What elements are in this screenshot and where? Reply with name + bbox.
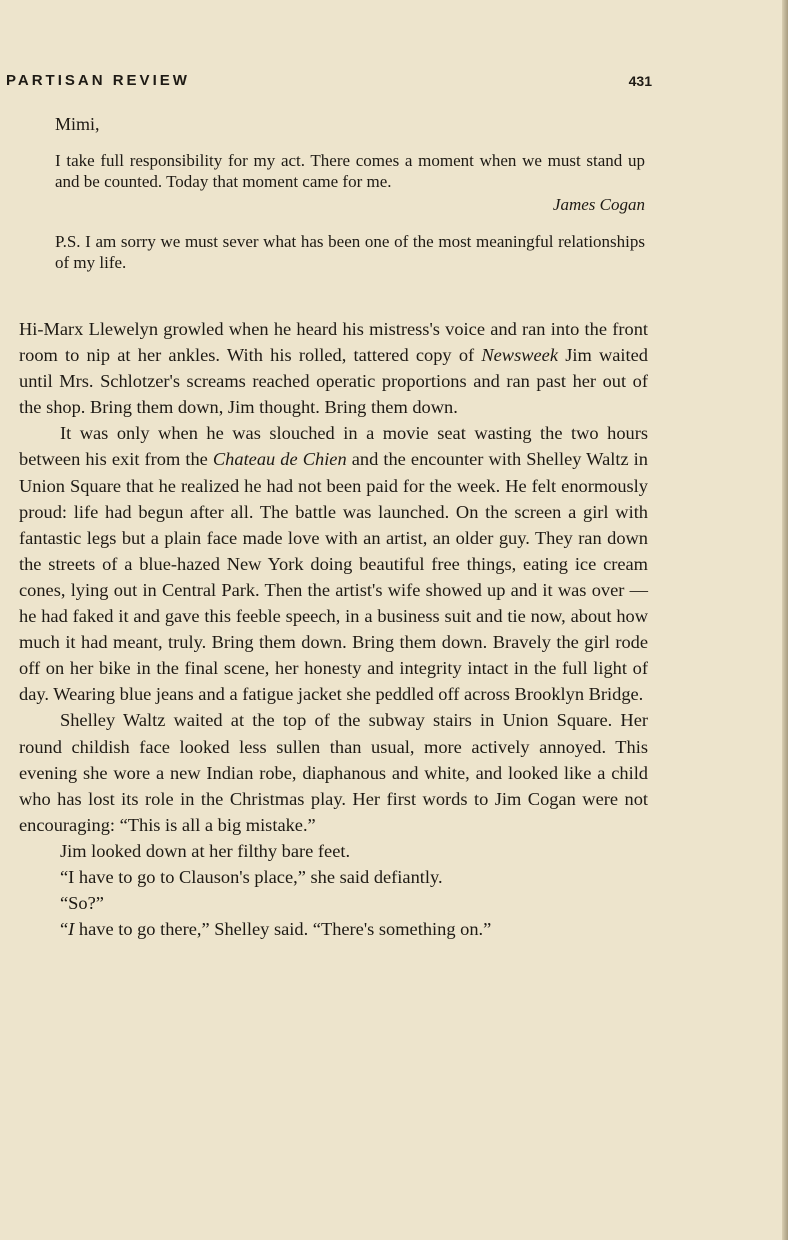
paragraph-5: “I have to go to Clauson's place,” she said defiantly. bbox=[60, 866, 443, 887]
paragraph-1-text-a: Hi-Marx Llewelyn growled when he heard his mistress's voice and ran into the front room to nip at her ankles. With his rolled, tattered copy of bbox=[19, 319, 648, 366]
shop-name: Chateau de Chien bbox=[212, 449, 347, 470]
page-edge bbox=[782, 0, 788, 1240]
paragraph-7-text-b: have to go there,” Shelley said. “There's something on.” bbox=[74, 919, 492, 940]
letter-body: I take full responsibility for my act. There comes a moment when we must stand up and be counted. Today that moment came for me. bbox=[55, 151, 645, 191]
paragraph-7 bbox=[19, 916, 648, 942]
paragraph-2-text-a: It was only when he was slouched in a movie seat wasting the two hours between his exit from the bbox=[19, 423, 648, 470]
letter-signature: James Cogan bbox=[552, 195, 645, 214]
page-header bbox=[0, 70, 652, 94]
paragraph-7-text-a: “ bbox=[60, 919, 69, 940]
paragraph-1-text-b: Jim waited until Mrs. Schlotzer's screams reached operatic proportions and ran past her out of the shop. Bring them down, Jim thought. Bring them down. bbox=[19, 345, 648, 418]
paragraph-2 bbox=[19, 420, 648, 707]
paragraph-6: “So?” bbox=[60, 893, 104, 914]
paragraph-4: Jim looked down at her filthy bare feet. bbox=[60, 840, 351, 861]
story-text bbox=[19, 316, 648, 942]
paragraph-1 bbox=[19, 316, 648, 420]
paragraph-3: Shelley Waltz waited at the top of the subway stairs in Union Square. Her round childish face looked less sullen than usual, more actively annoyed. This evening she wore a new Indian robe, diaphanous and white, and looked like a child who has lost its role in the Christmas play. Her first words to Jim Cogan were not encouraging: “This is all a big mistake.” bbox=[19, 710, 648, 835]
magazine-title: Newsweek bbox=[481, 345, 558, 366]
emphasis-word: I bbox=[68, 919, 75, 940]
letter-salutation: Mimi, bbox=[55, 114, 100, 134]
paragraph-2-text-b: and the encounter with Shelley Waltz in Union Square that he realized he had not been paid for the week. He felt enormously proud: life had begun after all. The battle was launched. On the screen a girl with fantastic legs but a plain face made love with an artist, an older guy. They ran down the streets of a blue-hazed New York doing beautiful free things, eating ice cream cones, lying out in Central Park. Then the artist's wife showed up and it was over — he had faked it and gave this feeble speech, in a business suit and tie now, about how much it had meant, truly. Bring them down. Bring them down. Bravely the girl rode off on her bike in the final scene, her honesty and integrity intact in the full light of day. Wearing blue jeans and a fatigue jacket she peddled off across Brooklyn Bridge. bbox=[19, 449, 648, 705]
letter-postscript: P.S. I am sorry we must sever what has been one of the most meaningful relationships of my life. bbox=[55, 232, 645, 272]
letter-block bbox=[55, 112, 645, 273]
page-number: 431 bbox=[628, 73, 652, 89]
running-head: PARTISAN REVIEW bbox=[6, 72, 190, 89]
